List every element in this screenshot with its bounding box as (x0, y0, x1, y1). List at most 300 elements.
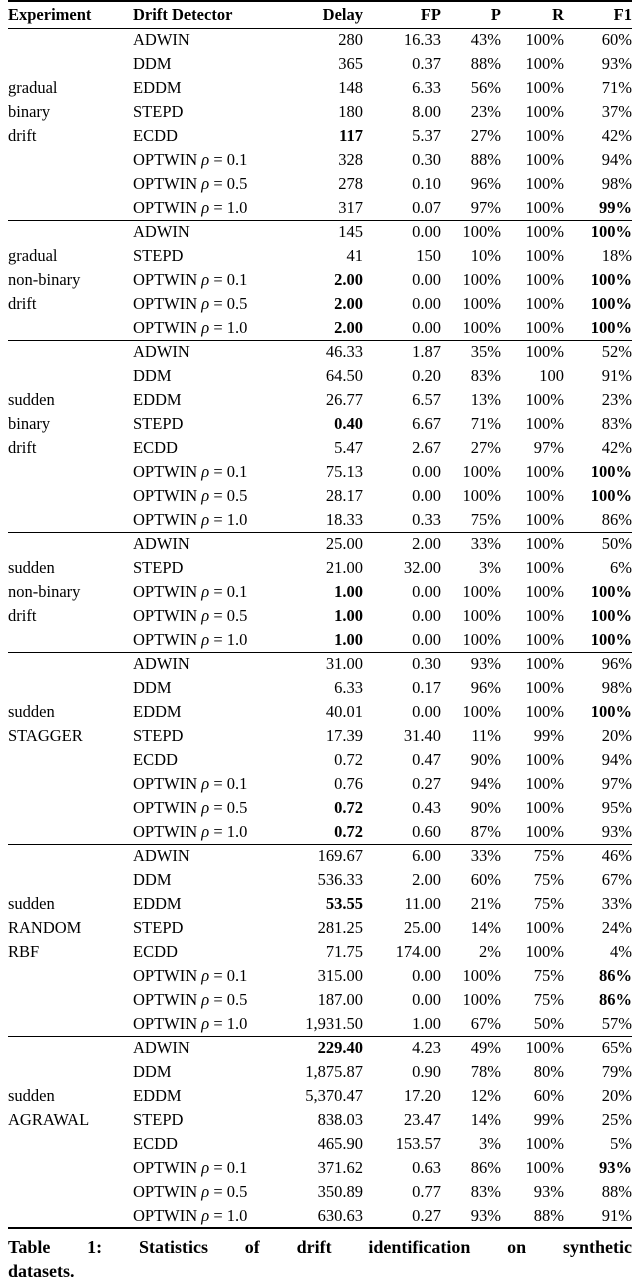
delay-value: 17.39 (325, 726, 363, 745)
table-row (8, 1060, 632, 1084)
f1-value: 97% (601, 774, 632, 793)
recall-value: 100% (525, 270, 564, 289)
precision-value: 93% (470, 654, 501, 674)
delay-value: 1.00 (334, 629, 363, 649)
experiment-label: gradual (8, 78, 58, 97)
fp-value: 0.00 (412, 606, 441, 625)
detector-name: OPTWIN ρ = 0.5 (133, 294, 248, 313)
delay-value: 1,875.87 (305, 1062, 363, 1081)
recall-value: 100% (525, 1038, 564, 1058)
delay-value: 187.00 (317, 990, 363, 1009)
recall-value: 50% (533, 1013, 564, 1033)
fp-value: 6.33 (412, 78, 441, 97)
f1-value: 24% (601, 918, 632, 937)
fp-value: 11.00 (404, 894, 441, 913)
delay-value: 371.62 (317, 1158, 363, 1177)
experiment-label (8, 1036, 133, 1060)
f1-value: 83% (601, 414, 632, 433)
precision-value: 14% (470, 1110, 501, 1129)
recall-value: 100% (525, 654, 564, 674)
detector-name: STEPD (133, 918, 184, 937)
f1-value: 94% (601, 750, 632, 769)
experiment-label: drift (8, 294, 37, 313)
fp-value: 0.30 (412, 150, 441, 169)
detector-name: OPTWIN ρ = 1.0 (133, 821, 248, 841)
f1-value: 95% (601, 798, 632, 817)
recall-value: 100% (525, 774, 564, 793)
experiment-label (8, 676, 133, 700)
recall-value: 60% (533, 1086, 564, 1105)
table-row (8, 604, 632, 628)
experiment-label: RBF (8, 942, 40, 961)
precision-value: 88% (470, 54, 501, 73)
detector-name: OPTWIN ρ = 0.5 (133, 1182, 248, 1201)
fp-value: 0.00 (412, 317, 441, 337)
f1-value: 96% (601, 654, 632, 674)
detector-name: OPTWIN ρ = 1.0 (133, 317, 248, 337)
experiment-label (8, 1012, 133, 1036)
recall-value: 100% (525, 1158, 564, 1177)
delay-value: 64.50 (325, 366, 363, 385)
group-sudden-agrawal (8, 1036, 632, 1228)
detector-name: EDDM (133, 390, 182, 409)
delay-value: 0.72 (334, 798, 363, 817)
f1-value: 37% (601, 102, 632, 121)
f1-value: 100% (590, 222, 632, 242)
table-row (8, 772, 632, 796)
fp-value: 2.67 (412, 438, 441, 457)
fp-value: 0.90 (412, 1062, 441, 1081)
table-row (8, 940, 632, 964)
experiment-label (8, 52, 133, 76)
detector-name: STEPD (133, 726, 184, 745)
recall-value: 75% (533, 870, 564, 889)
precision-value: 100% (462, 966, 501, 985)
fp-value: 0.37 (412, 54, 441, 73)
recall-value: 100% (525, 606, 564, 625)
experiment-label (8, 1180, 133, 1204)
detector-name: EDDM (133, 894, 182, 913)
delay-value: 317 (338, 197, 363, 217)
table-row (8, 460, 632, 484)
table-row (8, 748, 632, 772)
experiment-label (8, 1156, 133, 1180)
recall-value: 97% (533, 438, 564, 457)
experiment-label (8, 988, 133, 1012)
fp-value: 0.00 (412, 486, 441, 505)
experiment-label: drift (8, 126, 37, 145)
table-row (8, 724, 632, 748)
f1-value: 99% (599, 197, 632, 217)
precision-value: 100% (462, 462, 501, 481)
experiment-label (8, 172, 133, 196)
precision-value: 14% (470, 918, 501, 937)
recall-value: 93% (533, 1182, 564, 1201)
f1-value: 23% (601, 390, 632, 409)
detector-name: OPTWIN ρ = 0.5 (133, 798, 248, 817)
experiment-label (8, 460, 133, 484)
f1-value: 86% (599, 966, 632, 985)
fp-value: 5.37 (412, 126, 441, 145)
f1-value: 42% (601, 438, 632, 457)
precision-value: 94% (470, 774, 501, 793)
recall-value: 100% (525, 918, 564, 937)
detector-name: OPTWIN ρ = 1.0 (133, 629, 248, 649)
delay-value: 148 (338, 78, 363, 97)
f1-value: 52% (601, 342, 632, 362)
detector-name: ECDD (133, 438, 178, 457)
delay-value: 18.33 (325, 509, 363, 529)
delay-value: 71.75 (325, 942, 363, 961)
experiment-label: drift (8, 438, 37, 457)
fp-value: 16.33 (403, 30, 441, 50)
header-drift-detector: Drift Detector (133, 4, 233, 24)
fp-value: 0.77 (412, 1182, 441, 1201)
detector-name: DDM (133, 678, 172, 697)
delay-value: 0.72 (334, 750, 363, 769)
fp-value: 31.40 (403, 726, 441, 745)
detector-name: EDDM (133, 78, 182, 97)
fp-value: 0.00 (412, 462, 441, 481)
delay-value: 0.72 (334, 821, 363, 841)
delay-value: 280 (338, 30, 363, 50)
delay-value: 229.40 (317, 1038, 363, 1058)
f1-value: 100% (590, 486, 632, 505)
delay-value: 328 (338, 150, 363, 169)
table-row (8, 148, 632, 172)
fp-value: 25.00 (403, 918, 441, 937)
detector-name: DDM (133, 366, 172, 385)
delay-value: 31.00 (325, 654, 363, 674)
f1-value: 100% (590, 702, 632, 721)
experiment-label (8, 772, 133, 796)
header-fp: FP (420, 4, 441, 24)
delay-value: 281.25 (317, 918, 363, 937)
delay-value: 465.90 (317, 1134, 363, 1153)
f1-value: 98% (601, 678, 632, 697)
detector-name: OPTWIN ρ = 0.5 (133, 486, 248, 505)
experiment-label (8, 1204, 133, 1228)
table-row (8, 292, 632, 316)
detector-name: ECDD (133, 942, 178, 961)
experiment-label (8, 796, 133, 820)
experiment-label: AGRAWAL (8, 1110, 90, 1129)
fp-value: 0.47 (412, 750, 441, 769)
detector-name: OPTWIN ρ = 0.5 (133, 990, 248, 1009)
table-row (8, 196, 632, 220)
experiment-label: binary (8, 102, 51, 121)
f1-value: 50% (601, 534, 632, 554)
precision-value: 96% (470, 174, 501, 193)
group-gradual-binary-drift (8, 28, 632, 220)
fp-value: 150 (416, 246, 441, 265)
recall-value: 100% (525, 702, 564, 721)
table-row (8, 172, 632, 196)
delay-value: 25.00 (325, 534, 363, 554)
f1-value: 100% (590, 270, 632, 289)
experiment-label: sudden (8, 390, 55, 409)
experiment-label (8, 844, 133, 868)
experiment-label (8, 28, 133, 52)
recall-value: 99% (533, 726, 564, 745)
fp-value: 0.07 (412, 197, 441, 217)
recall-value: 100% (525, 126, 564, 145)
precision-value: 100% (462, 270, 501, 289)
detector-name: STEPD (133, 558, 184, 577)
f1-value: 86% (599, 990, 632, 1009)
recall-value: 100% (525, 462, 564, 481)
f1-value: 6% (610, 558, 632, 577)
header-delay: Delay (322, 4, 363, 24)
f1-value: 94% (601, 150, 632, 169)
delay-value: 350.89 (317, 1182, 363, 1201)
precision-value: 100% (462, 317, 501, 337)
table-row (8, 988, 632, 1012)
fp-value: 0.27 (412, 1205, 441, 1225)
f1-value: 86% (601, 509, 632, 529)
f1-value: 65% (601, 1038, 632, 1058)
delay-value: 1.00 (334, 606, 363, 625)
fp-value: 2.00 (412, 870, 441, 889)
fp-value: 0.10 (412, 174, 441, 193)
fp-value: 17.20 (403, 1086, 441, 1105)
group-sudden-binary-drift (8, 340, 632, 532)
group-sudden-stagger (8, 652, 632, 844)
delay-value: 40.01 (325, 702, 363, 721)
delay-value: 41 (346, 246, 363, 265)
delay-value: 145 (338, 222, 363, 242)
detector-name: OPTWIN ρ = 1.0 (133, 1013, 248, 1033)
f1-value: 100% (590, 582, 632, 601)
delay-value: 28.17 (325, 486, 363, 505)
experiment-label (8, 628, 133, 652)
delay-value: 2.00 (334, 270, 363, 289)
precision-value: 23% (470, 102, 501, 121)
recall-value: 100% (525, 246, 564, 265)
table-caption (8, 1235, 632, 1283)
f1-value: 100% (590, 294, 632, 313)
f1-value: 100% (590, 317, 632, 337)
f1-value: 100% (590, 606, 632, 625)
fp-value: 0.00 (412, 629, 441, 649)
f1-value: 98% (601, 174, 632, 193)
table-row (8, 244, 632, 268)
precision-value: 100% (462, 629, 501, 649)
recall-value: 100 (539, 366, 564, 385)
experiment-label: non-binary (8, 270, 81, 289)
experiment-label: sudden (8, 702, 55, 721)
recall-value: 100% (525, 1134, 564, 1153)
f1-value: 42% (601, 126, 632, 145)
delay-value: 536.33 (317, 870, 363, 889)
recall-value: 88% (533, 1205, 564, 1225)
table-row (8, 1204, 632, 1228)
detector-name: STEPD (133, 102, 184, 121)
precision-value: 96% (470, 678, 501, 697)
recall-value: 100% (525, 582, 564, 601)
experiment-label: sudden (8, 894, 55, 913)
delay-value: 1,931.50 (305, 1013, 363, 1033)
table-row (8, 76, 632, 100)
recall-value: 100% (525, 821, 564, 841)
experiment-label (8, 820, 133, 844)
recall-value: 75% (533, 990, 564, 1009)
detector-name: DDM (133, 54, 172, 73)
fp-value: 0.00 (412, 270, 441, 289)
fp-value: 0.00 (412, 702, 441, 721)
fp-value: 6.57 (412, 390, 441, 409)
experiment-label: sudden (8, 1086, 55, 1105)
recall-value: 100% (525, 798, 564, 817)
f1-value: 20% (601, 1086, 632, 1105)
detector-name: EDDM (133, 702, 182, 721)
f1-value: 67% (601, 870, 632, 889)
detector-name: ADWIN (133, 1038, 190, 1058)
table-row (8, 436, 632, 460)
delay-value: 21.00 (325, 558, 363, 577)
experiment-label (8, 316, 133, 340)
fp-value: 6.00 (412, 846, 441, 866)
table-row (8, 484, 632, 508)
header-f1: F1 (613, 4, 632, 24)
delay-value: 278 (338, 174, 363, 193)
delay-value: 117 (339, 126, 363, 145)
f1-value: 100% (590, 629, 632, 649)
recall-value: 100% (525, 750, 564, 769)
fp-value: 0.27 (412, 774, 441, 793)
fp-value: 0.00 (412, 582, 441, 601)
table-row (8, 1012, 632, 1036)
delay-value: 838.03 (317, 1110, 363, 1129)
recall-value: 100% (525, 942, 564, 961)
delay-value: 26.77 (325, 390, 363, 409)
precision-value: 100% (462, 582, 501, 601)
table-row (8, 316, 632, 340)
detector-name: ADWIN (133, 654, 190, 674)
experiment-label (8, 1132, 133, 1156)
recall-value: 100% (525, 197, 564, 217)
fp-value: 4.23 (412, 1038, 441, 1058)
detector-name: ECDD (133, 126, 178, 145)
table-row (8, 916, 632, 940)
table-row (8, 532, 632, 556)
experiment-label: RANDOM (8, 918, 82, 937)
precision-value: 35% (470, 342, 501, 362)
f1-value: 93% (599, 1158, 632, 1177)
recall-value: 100% (525, 54, 564, 73)
recall-value: 80% (533, 1062, 564, 1081)
detector-name: STEPD (133, 1110, 184, 1129)
experiment-label (8, 508, 133, 532)
recall-value: 100% (525, 678, 564, 697)
precision-value: 3% (479, 558, 501, 577)
experiment-label (8, 220, 133, 244)
precision-value: 83% (470, 366, 501, 385)
delay-value: 6.33 (334, 678, 363, 697)
delay-value: 5,370.47 (305, 1086, 363, 1105)
delay-value: 1.00 (334, 582, 363, 601)
recall-value: 100% (525, 629, 564, 649)
recall-value: 100% (525, 558, 564, 577)
delay-value: 365 (338, 54, 363, 73)
table-row (8, 676, 632, 700)
experiment-label: sudden (8, 558, 55, 577)
fp-value: 0.00 (412, 966, 441, 985)
table-row (8, 652, 632, 676)
detector-name: STEPD (133, 414, 184, 433)
table-row (8, 580, 632, 604)
table-row (8, 268, 632, 292)
recall-value: 75% (533, 894, 564, 913)
detector-name: OPTWIN ρ = 0.1 (133, 462, 248, 481)
table-row (8, 796, 632, 820)
detector-name: ECDD (133, 1134, 178, 1153)
recall-value: 100% (525, 222, 564, 242)
recall-value: 75% (533, 966, 564, 985)
precision-value: 100% (462, 222, 501, 242)
precision-value: 75% (470, 509, 501, 529)
table-row (8, 820, 632, 844)
drift-stats-table (8, 0, 632, 1229)
experiment-label (8, 868, 133, 892)
detector-name: OPTWIN ρ = 1.0 (133, 197, 248, 217)
f1-value: 4% (610, 942, 632, 961)
fp-value: 153.57 (395, 1134, 441, 1153)
table-row (8, 1180, 632, 1204)
precision-value: 93% (470, 1205, 501, 1225)
fp-value: 174.00 (395, 942, 441, 961)
recall-value: 75% (533, 846, 564, 866)
fp-value: 6.67 (412, 414, 441, 433)
delay-value: 180 (338, 102, 363, 121)
f1-value: 18% (601, 246, 632, 265)
recall-value: 100% (525, 102, 564, 121)
precision-value: 100% (462, 990, 501, 1009)
recall-value: 100% (525, 414, 564, 433)
table-row (8, 340, 632, 364)
experiment-label: gradual (8, 246, 58, 265)
detector-name: ADWIN (133, 534, 190, 554)
precision-value: 3% (479, 1134, 501, 1153)
fp-value: 32.00 (403, 558, 441, 577)
detector-name: EDDM (133, 1086, 182, 1105)
fp-value: 2.00 (412, 534, 441, 554)
caption-line-1: Table 1: Statistics of drift identification on synthetic (8, 1237, 632, 1257)
precision-value: 86% (470, 1158, 501, 1177)
header-row (8, 1, 632, 28)
table-row (8, 388, 632, 412)
precision-value: 49% (470, 1038, 501, 1058)
detector-name: ADWIN (133, 30, 190, 50)
experiment-label: STAGGER (8, 726, 83, 745)
precision-value: 11% (471, 726, 501, 745)
precision-value: 100% (462, 606, 501, 625)
recall-value: 100% (525, 342, 564, 362)
detector-name: ECDD (133, 750, 178, 769)
precision-value: 67% (470, 1013, 501, 1033)
detector-name: OPTWIN ρ = 1.0 (133, 1205, 248, 1225)
table-row (8, 844, 632, 868)
precision-value: 27% (470, 438, 501, 457)
fp-value: 0.00 (412, 990, 441, 1009)
delay-value: 53.55 (325, 894, 363, 913)
precision-value: 27% (470, 126, 501, 145)
precision-value: 2% (479, 942, 501, 961)
experiment-label (8, 340, 133, 364)
detector-name: OPTWIN ρ = 0.1 (133, 582, 248, 601)
f1-value: 60% (601, 30, 632, 50)
detector-name: OPTWIN ρ = 0.1 (133, 966, 248, 985)
